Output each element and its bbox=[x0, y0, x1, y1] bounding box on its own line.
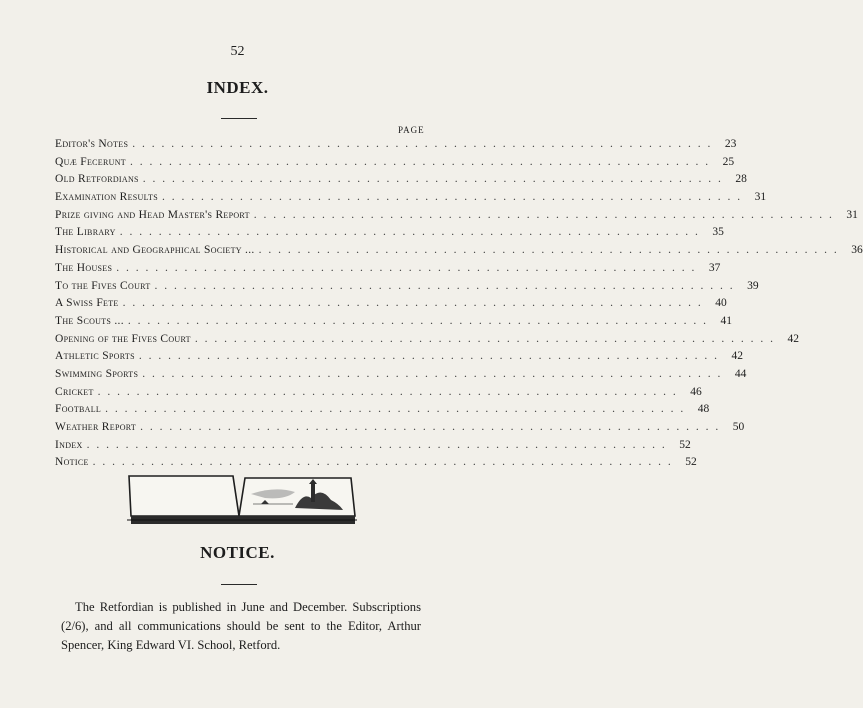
dot-leader: . . . . . . . . . . . . . . . . . . . . . . . . . . . . . . . . . . . . . . . . . . . . . . . . . . . . . . . . . . . . bbox=[129, 155, 711, 168]
index-entry bbox=[55, 350, 743, 368]
dot-leader: . . . . . . . . . . . . . . . . . . . . . . . . . . . . . . . . . . . . . . . . . . . . . . . . . . . . . . . . . . . . bbox=[116, 261, 697, 274]
index-entry-page: 48 bbox=[697, 403, 710, 416]
index-entry-page: 23 bbox=[724, 138, 737, 150]
index-entry bbox=[55, 261, 721, 280]
page-column-header: PAGE bbox=[398, 125, 425, 135]
index-entry-page: 41 bbox=[720, 314, 733, 327]
index-entry-title: Examination Results bbox=[55, 191, 158, 204]
index-entry bbox=[55, 191, 767, 209]
dot-leader: . . . . . . . . . . . . . . . . . . . . . . . . . . . . . . . . . . . . . . . . . . . . . . . . . . . . . . . . . . . . bbox=[86, 438, 667, 451]
dot-leader: . . . . . . . . . . . . . . . . . . . . . . . . . . . . . . . . . . . . . . . . . . . . . . . . . . . . . . . . . . . . bbox=[97, 385, 678, 398]
index-entry-page: 31 bbox=[846, 208, 858, 221]
index-entry-page: 25 bbox=[722, 155, 735, 168]
dot-leader: . . . . . . . . . . . . . . . . . . . . . . . . . . . . . . . . . . . . . . . . . . . . . . . . . . . . . . . . . . . . bbox=[92, 456, 673, 469]
index-entry-page: 52 bbox=[679, 438, 691, 451]
index-entry-title: Prize giving and Head Master's Report bbox=[55, 208, 250, 221]
index-entry-title: To the Fives Court bbox=[55, 279, 151, 292]
index-entry-title: Football bbox=[55, 403, 102, 416]
index-entry-title: Old Retfordians bbox=[55, 173, 139, 186]
notice-line: Spencer, King Edward VI. School, Retford. bbox=[61, 638, 281, 652]
dot-leader: . . . . . . . . . . . . . . . . . . . . . . . . . . . . . . . . . . . . . . . . . . . . . . . . . . . . . . . . . . . . bbox=[140, 421, 721, 433]
index-entry bbox=[55, 208, 858, 227]
index-entry-title: Opening of the Fives Court bbox=[55, 332, 191, 345]
index-entry-page: 39 bbox=[747, 279, 759, 292]
index-entry bbox=[55, 173, 747, 191]
dot-leader: . . . . . . . . . . . . . . . . . . . . . . . . . . . . . . . . . . . . . . . . . . . . . . . . . . . . . . . . . . . . bbox=[138, 350, 719, 363]
index-entry-page: 52 bbox=[685, 456, 697, 469]
index-entry bbox=[55, 403, 710, 421]
index-entry-title: Quæ Fecerunt bbox=[55, 155, 126, 168]
index-entry-page: 37 bbox=[708, 261, 721, 274]
dot-leader: . . . . . . . . . . . . . . . . . . . . . . . . . . . . . . . . . . . . . . . . . . . . . . . . . . . . . . . . . . . . bbox=[142, 173, 723, 186]
index-entry-page: 28 bbox=[735, 173, 747, 186]
index-entry bbox=[55, 438, 691, 457]
index-entry-title: The Houses bbox=[55, 261, 113, 274]
index-entry bbox=[55, 297, 727, 315]
index-entry bbox=[55, 279, 759, 298]
dot-leader: . . . . . . . . . . . . . . . . . . . . . . . . . . . . . . . . . . . . . . . . . . . . . . . . . . . . . . . . . . . . bbox=[142, 367, 723, 380]
index-entry bbox=[55, 226, 724, 244]
index-entry bbox=[55, 138, 737, 156]
dot-leader: . . . . . . . . . . . . . . . . . . . . . . . . . . . . . . . . . . . . . . . . . . . . . . . . . . . . . . . . . . . . bbox=[132, 138, 713, 150]
index-entry-page: 42 bbox=[731, 350, 743, 363]
index-entry-title: Editor's Notes bbox=[55, 138, 129, 150]
index-entry-title: Historical and Geographical Society ... bbox=[55, 244, 255, 257]
index-entry-page: 46 bbox=[690, 385, 702, 398]
dot-leader: . . . . . . . . . . . . . . . . . . . . . . . . . . . . . . . . . . . . . . . . . . . . . . . . . . . . . . . . . . . . bbox=[105, 403, 686, 416]
dot-leader: . . . . . . . . . . . . . . . . . . . . . . . . . . . . . . . . . . . . . . . . . . . . . . . . . . . . . . . . . . . . bbox=[127, 314, 709, 327]
index-title: INDEX. bbox=[206, 78, 269, 97]
index-entry bbox=[55, 155, 735, 174]
index-entry-title: The Scouts ... bbox=[55, 314, 124, 327]
index-entry-page: 36 bbox=[851, 244, 863, 257]
dot-leader: . . . . . . . . . . . . . . . . . . . . . . . . . . . . . . . . . . . . . . . . . . . . . . . . . . . . . . . . . . . . bbox=[122, 297, 703, 310]
dot-leader: . . . . . . . . . . . . . . . . . . . . . . . . . . . . . . . . . . . . . . . . . . . . . . . . . . . . . . . . . . . . bbox=[119, 226, 700, 239]
index-entry bbox=[55, 367, 747, 386]
open-book-illustration bbox=[125, 470, 359, 530]
index-entry bbox=[55, 314, 733, 333]
index-entry-page: 44 bbox=[734, 367, 747, 380]
notice-line: (2/6), and all communications should be sent to the Editor, Arthur bbox=[61, 619, 421, 633]
index-entry-title: Index bbox=[55, 438, 83, 451]
index-entry bbox=[55, 421, 745, 439]
index-entry bbox=[55, 244, 863, 262]
dot-leader: . . . . . . . . . . . . . . . . . . . . . . . . . . . . . . . . . . . . . . . . . . . . . . . . . . . . . . . . . . . . bbox=[161, 191, 743, 204]
index-entry-page: 31 bbox=[754, 191, 767, 204]
dot-leader: . . . . . . . . . . . . . . . . . . . . . . . . . . . . . . . . . . . . . . . . . . . . . . . . . . . . . . . . . . . . bbox=[258, 244, 839, 257]
index-entry-title: The Library bbox=[55, 226, 116, 239]
index-entry-page: 42 bbox=[787, 332, 799, 345]
notice-line: The Retfordian is published in June and December. Subscriptions bbox=[75, 600, 421, 614]
index-entry-title: Swimming Sports bbox=[55, 367, 139, 380]
notice-rule bbox=[221, 584, 257, 585]
notice-body bbox=[61, 598, 421, 655]
notice-title: NOTICE. bbox=[200, 543, 275, 562]
index-entry-title: Weather Report bbox=[55, 421, 137, 433]
index-entry-title: Notice bbox=[55, 456, 89, 469]
dot-leader: . . . . . . . . . . . . . . . . . . . . . . . . . . . . . . . . . . . . . . . . . . . . . . . . . . . . . . . . . . . . bbox=[154, 279, 735, 292]
index-entry-page: 50 bbox=[732, 421, 745, 433]
index-entry-title: Athletic Sports bbox=[55, 350, 135, 363]
index-entry-title: A Swiss Fete bbox=[55, 297, 119, 310]
index-entry-title: Cricket bbox=[55, 385, 94, 398]
title-rule bbox=[221, 118, 257, 119]
index-entry bbox=[55, 385, 702, 404]
page-number: 52 bbox=[230, 44, 245, 59]
dot-leader: . . . . . . . . . . . . . . . . . . . . . . . . . . . . . . . . . . . . . . . . . . . . . . . . . . . . . . . . . . . . bbox=[194, 332, 775, 345]
index-entry-page: 35 bbox=[712, 226, 724, 239]
index-list bbox=[55, 138, 863, 474]
index-entry bbox=[55, 332, 799, 351]
index-entry-page: 40 bbox=[715, 297, 727, 310]
dot-leader: . . . . . . . . . . . . . . . . . . . . . . . . . . . . . . . . . . . . . . . . . . . . . . . . . . . . . . . . . . . . bbox=[253, 208, 834, 221]
